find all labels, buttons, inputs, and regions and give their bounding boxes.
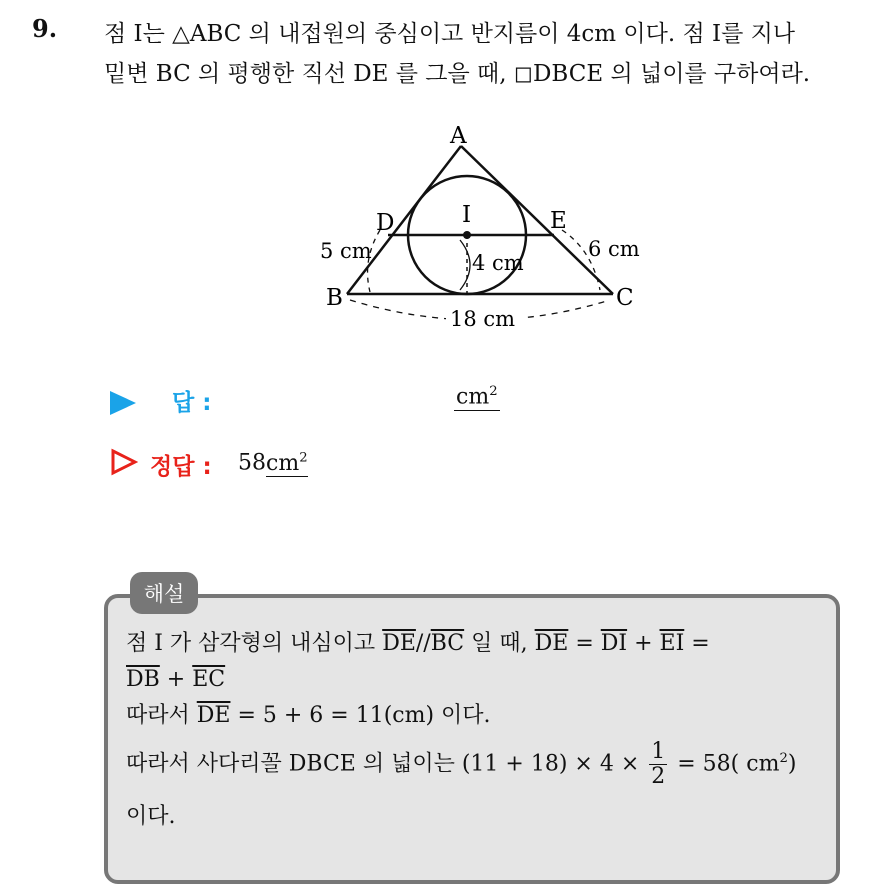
explanation-line-3: 따라서 $\overline{DE} = 5 + 6 = 11(cm)$ 이다. [126, 703, 491, 728]
explanation-body [126, 626, 826, 835]
label-b: B [326, 285, 343, 311]
measure-radius: 4 cm [472, 251, 524, 275]
question-text [104, 14, 874, 94]
measure-bc: 18 cm [450, 307, 516, 331]
explanation-line-4: 따라서 사다리꼴 DBCE 의 넓이는 (11 + 18) × 4 × $\frac{1}{2}$ = 58( $cm^2$) [126, 739, 797, 789]
measure-db: 5 cm [320, 239, 372, 263]
label-i: I [462, 202, 472, 228]
question-line-1: 점 I는 △ABC 의 내접원의 중심이고 반지름이 4cm 이다. 점 I를 지나 [104, 21, 796, 47]
correct-arrow-icon [110, 448, 138, 476]
question-line-2: 밑변 BC 의 평행한 직선 DE 를 그을 때, ◻DBCE 의 넓이를 구하여라. [104, 61, 811, 87]
side-ab [347, 146, 461, 294]
answer-arrow-icon [110, 391, 136, 415]
answer-unit: cm [456, 384, 490, 410]
correct-value: 58 [238, 450, 266, 476]
correct-label: 정답 : [150, 454, 212, 480]
question-number: 9. [32, 14, 58, 43]
measure-ec: 6 cm [588, 237, 640, 261]
explanation-tab: 해설 [130, 572, 198, 614]
answer-input[interactable] [454, 384, 500, 411]
answer-label: 답 : [172, 390, 212, 416]
explanation-line-2: $\overline{DB} + \overline{EC}$ [126, 667, 226, 692]
correct-unit-exp: 2 [299, 450, 308, 465]
correct-answer [238, 450, 308, 476]
label-e: E [550, 208, 567, 234]
explanation-line-1: 점 I 가 삼각형의 내심이고 $\overline{DE}//\overline{BC}$ 일 때, $\overline{DE} = \overline{DI} + \overline{EI}$ = [126, 631, 710, 656]
fraction: $\frac{1}{2}$ [651, 739, 666, 789]
answer-unit-exp: 2 [489, 384, 498, 399]
label-c: C [616, 285, 634, 311]
correct-unit: cm [266, 450, 300, 476]
radius-brace [460, 240, 470, 290]
triangle-figure [300, 110, 660, 340]
label-a: A [450, 123, 467, 149]
label-d: D [376, 210, 395, 236]
explanation-line-5: 이다. [126, 804, 176, 829]
